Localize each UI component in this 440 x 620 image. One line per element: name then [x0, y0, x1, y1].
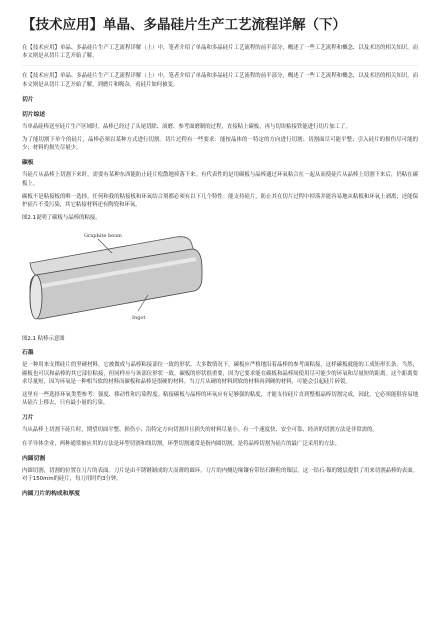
label-ingot: Ingot — [132, 315, 146, 322]
label-graphite-beam: Graphite beam — [84, 233, 122, 240]
heading-graphite: 石墨 — [22, 350, 34, 357]
ingot-end-face — [30, 275, 42, 319]
heading-slicing-overview: 切片综述 — [22, 111, 46, 118]
heading-blade-composition: 内圆刀片的构成和厚度 — [22, 491, 80, 498]
heading-slicing: 切片 — [22, 96, 34, 103]
figure-caption: 图2.1 粘棒示意图 — [22, 336, 65, 343]
intro-paragraph: 在【技术应用】单晶、多晶硅片生产工艺流程详解（上）中，笔者介绍了单晶和多晶硅片工艺流程的前半部分，概述了一些工艺流程和概念，以及术语的相关知识。而本文则是从切片工艺开始了解。 — [22, 45, 418, 60]
paragraph-carbon-1: 当硅片从晶棒上切割下来时，需要有某种东西能防止硅片松散地掉落下来。有代表性的是用碳板与晶棒通过环氧粘合在一起从而使硅片从晶棒上切割下来后，仍粘在碳板上。 — [22, 172, 418, 187]
heading-blade: 刀片 — [22, 415, 34, 422]
paragraph-slicing-1: 当单晶硅棒送至硅片生产区域时，晶棒已经过了头尾切除、滚磨、参考面磨制的过程，直接粘上碳板，再与切块粘接铁能进行切片加工了。 — [22, 123, 351, 130]
paragraph-blade-1: 当从晶棒上切割下硅片时，期望切面平整、损伤小、沿特定方向切割并且损失的材料尽量小。有一个速度快、安全可靠、经济的切割方法是非常需的。 — [22, 427, 378, 434]
paragraph-blade-2: 在半导体企业，两种通常被应用的方法是环型切割和线切割。环型切割通常是指内圆切割，是将晶棒切割为硅片的最广泛采用的方法。 — [22, 440, 341, 447]
intro-paragraph-repeat: 在【技术应用】单晶、多晶硅片生产工艺流程详解（上）中，笔者介绍了单晶和多晶硅片工艺流程的前半部分，概述了一些工艺流程和概念，以及术语的相关知识。而本文则是从切片工艺开始了解，到磨片和吸杂，看硅片如何被变。 — [22, 73, 418, 88]
divider — [22, 65, 418, 66]
paragraph-graphite-2: 这里有一些选择环氧类型参考：强度、移动性和污染程度。粘接碳板与晶棒的环氧应有足够强的粘度，才能支持硅片直到整根晶棒切割完成，因此，它必须能很容易地从硅片上移去，只有最小量的污染。 — [22, 392, 418, 407]
heading-carbon-plate: 碳板 — [22, 160, 34, 167]
heading-inner-diameter-cutting: 内圆切割 — [22, 455, 46, 462]
paragraph-inner-diameter: 内圆切割，切割的位置在刀片的表面。刀片是由不锈钢制成的大而薄的圆环。刀片的内侧边缘镶有带钻石颗粒的镍层。这一钻石-镍的镀层提供了用来切割晶棒的表面。对于150mm的硅片，每刀用时约3分钟。 — [22, 467, 418, 483]
paragraph-carbon-2: 碳板不是粘接板的唯一选择，任何和我的粘接板和环氧结合剂都必须有以下几个特性：能支持硅片，防止其在切片过程中掉落并能容易地从粘板和环氧上剥离；还能保护硅片不受污染，其它粘接材料还有陶瓷和环氧。 — [22, 193, 418, 209]
figure-intro: 图2.1说明了碳板与晶棒的粘接。 — [22, 215, 101, 222]
paragraph-graphite-1: 是一种用来支撑硅片的坚硬材料，它被做成与晶棒粘接部位一致的形状。大多数情况下，碳板应严格地沿着晶棒的参考面粘接，这样碳板就能的工成矩形长条。当然，碳板也可以和晶棒的其它部位粘接，但同样应与该部位形状一致。碳板的形状很重要，因为它要求能在碳板和晶棒间使用尽可能少的环氧和尽量短的距离。这个距离要求尽量短，因为环氧是一种相当软的材料而碳板和晶棒是很硬的材料。当刀片从硬的材料到软的材料再到硬的材料，可能会引起硅片碎裂。 — [22, 362, 418, 385]
paragraph-slicing-2: 为了能切割下单个的硅片，晶棒必须以某种方式进行切割。切片过程有一些要求：能按晶体的一特定的方向进行切割；切割面尽可能平整；引入硅片的损伤尽可能的少；材料的损失尽量少。 — [22, 137, 418, 152]
ingot-bonding-figure — [26, 229, 204, 325]
article-title: 【技术应用】单晶、多晶硅片生产工艺流程详解（下） — [22, 17, 346, 33]
